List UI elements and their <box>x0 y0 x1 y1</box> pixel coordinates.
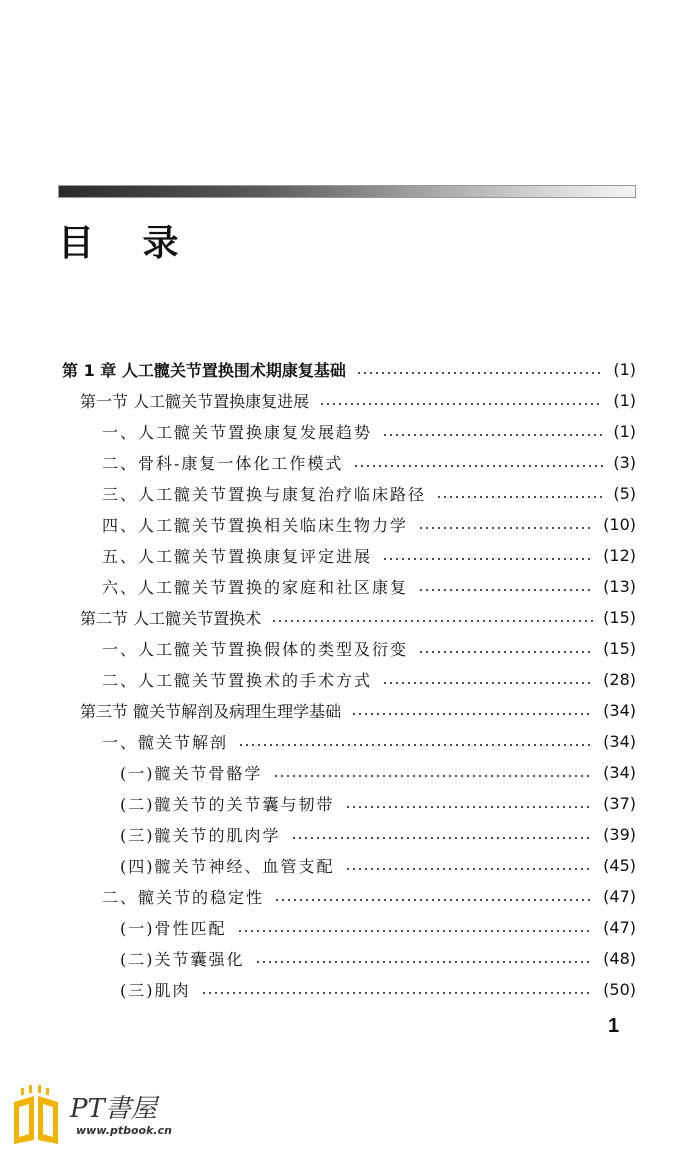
toc-entry-page: (37) <box>603 794 636 813</box>
toc-entry-sub[interactable] <box>102 478 636 509</box>
toc-entry-page: (34) <box>603 763 636 782</box>
dot-leader <box>345 868 594 870</box>
toc-entry-title: (一)髋关节骨骼学 <box>120 764 263 783</box>
toc-entry-title: 五、人工髋关节置换康复评定进展 <box>102 547 373 566</box>
toc-entry-title: (三)肌肉 <box>120 981 191 1000</box>
dot-leader <box>273 775 594 777</box>
dot-leader <box>382 434 603 436</box>
toc-entry-page: (1) <box>613 422 636 441</box>
toc-entry-page: (47) <box>603 918 636 937</box>
dot-leader <box>418 651 593 653</box>
toc-entry-subsub[interactable] <box>120 943 636 974</box>
toc-entry-sub[interactable] <box>102 509 636 540</box>
toc-entry-page: (1) <box>613 360 636 379</box>
toc-entry-title: 一、人工髋关节置换康复发展趋势 <box>102 423 373 442</box>
dot-leader <box>418 589 593 591</box>
dot-leader <box>274 899 593 901</box>
toc-entry-section[interactable] <box>80 695 636 726</box>
toc-entry-subsub[interactable] <box>120 819 636 850</box>
toc-entry-section[interactable] <box>80 385 636 416</box>
toc-entry-chapter[interactable] <box>62 354 636 385</box>
toc-entry-sub[interactable] <box>102 447 636 478</box>
toc-entry-title: 二、骨科-康复一体化工作模式 <box>102 454 344 473</box>
toc-entry-sub[interactable] <box>102 633 636 664</box>
toc-entry-page: (47) <box>603 887 636 906</box>
toc-entry-title: (四)髋关节神经、血管支配 <box>120 857 335 876</box>
toc-entry-title: 第一节 人工髋关节置换康复进展 <box>80 392 310 411</box>
toc-entry-page: (13) <box>603 577 636 596</box>
toc-entry-page: (5) <box>613 484 636 503</box>
toc-entry-title: 六、人工髋关节置换的家庭和社区康复 <box>102 578 409 597</box>
dot-leader <box>351 713 593 715</box>
dot-leader <box>271 620 593 622</box>
toc-entry-page: (3) <box>613 453 636 472</box>
toc-entry-page: (15) <box>603 608 636 627</box>
logo-url: www.ptbook.cn <box>76 1124 172 1137</box>
toc-entry-subsub[interactable] <box>120 850 636 881</box>
toc-entry-title: 一、髋关节解剖 <box>102 733 229 752</box>
dot-leader <box>238 744 593 746</box>
toc-entry-title: 三、人工髋关节置换与康复治疗临床路径 <box>102 485 427 504</box>
toc-entry-page: (15) <box>603 639 636 658</box>
toc-entry-title: (三)髋关节的肌肉学 <box>120 826 281 845</box>
toc-entry-page: (39) <box>603 825 636 844</box>
toc-entry-page: (28) <box>603 670 636 689</box>
toc-entry-subsub[interactable] <box>120 912 636 943</box>
toc-entry-subsub[interactable] <box>120 757 636 788</box>
toc-entry-page: (50) <box>603 980 636 999</box>
dot-leader <box>436 496 603 498</box>
toc-entry-sub[interactable] <box>102 416 636 447</box>
page-title: 目 录 <box>58 222 197 264</box>
toc-entry-title: 第三节 髋关节解剖及病理生理学基础 <box>80 702 342 721</box>
toc-entry-page: (10) <box>603 515 636 534</box>
dot-leader <box>345 806 594 808</box>
toc-entry-title: 二、髋关节的稳定性 <box>102 888 265 907</box>
dot-leader <box>255 961 594 963</box>
dot-leader <box>237 930 594 932</box>
toc-entry-subsub[interactable] <box>120 788 636 819</box>
toc-entry-title: 第二节 人工髋关节置换术 <box>80 609 262 628</box>
toc-entry-page: (12) <box>603 546 636 565</box>
toc-entry-page: (34) <box>603 701 636 720</box>
toc-entry-page: (34) <box>603 732 636 751</box>
dot-leader <box>353 465 603 467</box>
toc-entry-sub[interactable] <box>102 726 636 757</box>
dot-leader <box>319 403 603 405</box>
page-number: 1 <box>608 1015 620 1037</box>
toc-entry-sub[interactable] <box>102 571 636 602</box>
toc-entry-title: 四、人工髋关节置换相关临床生物力学 <box>102 516 409 535</box>
toc-entry-page: (1) <box>613 391 636 410</box>
toc-entry-title: 二、人工髋关节置换术的手术方式 <box>102 671 373 690</box>
toc-entry-title: (一)骨性匹配 <box>120 919 227 938</box>
toc-entry-title: (二)髋关节的关节囊与韧带 <box>120 795 335 814</box>
toc-entry-page: (48) <box>603 949 636 968</box>
toc-entry-title: 第 1 章 人工髋关节置换围术期康复基础 <box>62 361 346 380</box>
toc-entry-title: 一、人工髋关节置换假体的类型及衍变 <box>102 640 409 659</box>
toc-entry-subsub[interactable] <box>120 974 636 1005</box>
toc-entry-sub[interactable] <box>102 881 636 912</box>
dot-leader <box>201 992 594 994</box>
dot-leader <box>291 837 594 839</box>
toc-entry-section[interactable] <box>80 602 636 633</box>
toc-entry-sub[interactable] <box>102 664 636 695</box>
logo-name: PT書屋 <box>70 1094 157 1124</box>
dot-leader <box>382 558 593 560</box>
dot-leader <box>418 527 593 529</box>
toc-entry-page: (45) <box>603 856 636 875</box>
toc-entry-sub[interactable] <box>102 540 636 571</box>
dot-leader <box>382 682 593 684</box>
header-gradient-bar <box>58 185 636 198</box>
toc-entry-title: (二)关节囊强化 <box>120 950 245 969</box>
dot-leader <box>356 372 603 374</box>
